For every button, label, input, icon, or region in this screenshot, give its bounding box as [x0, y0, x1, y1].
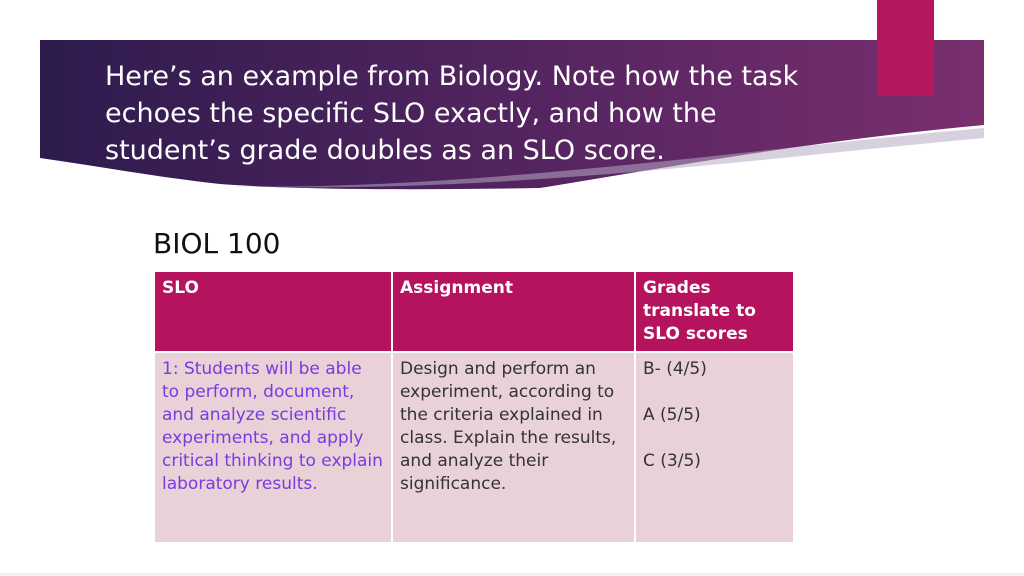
grade-line: C (3/5) [643, 451, 701, 471]
header-assignment: Assignment [392, 271, 635, 352]
grades-cell [635, 352, 794, 543]
assignment-cell: Design and perform an experiment, according to the criteria explained in class. Explain the results, and analyze their significance. [392, 352, 635, 543]
slide-title: Here’s an example from Biology. Note how the task echoes the specific SLO exactly, and how the student’s grade doubles as an SLO score. [105, 61, 799, 166]
table-row [154, 352, 794, 543]
course-label: BIOL 100 [153, 227, 281, 260]
grade-line: B- (4/5) [643, 359, 707, 379]
header-grades: Grades translate to SLO scores [635, 271, 794, 352]
slo-cell: 1: Students will be able to perform, document, and analyze scientific experiments, and apply critical thinking to explain laboratory results. [154, 352, 392, 543]
header-slo: SLO [154, 271, 392, 352]
slo-table [153, 270, 795, 544]
accent-tab [877, 0, 934, 96]
table-header-row [154, 271, 794, 352]
grade-line: A (5/5) [643, 405, 701, 425]
